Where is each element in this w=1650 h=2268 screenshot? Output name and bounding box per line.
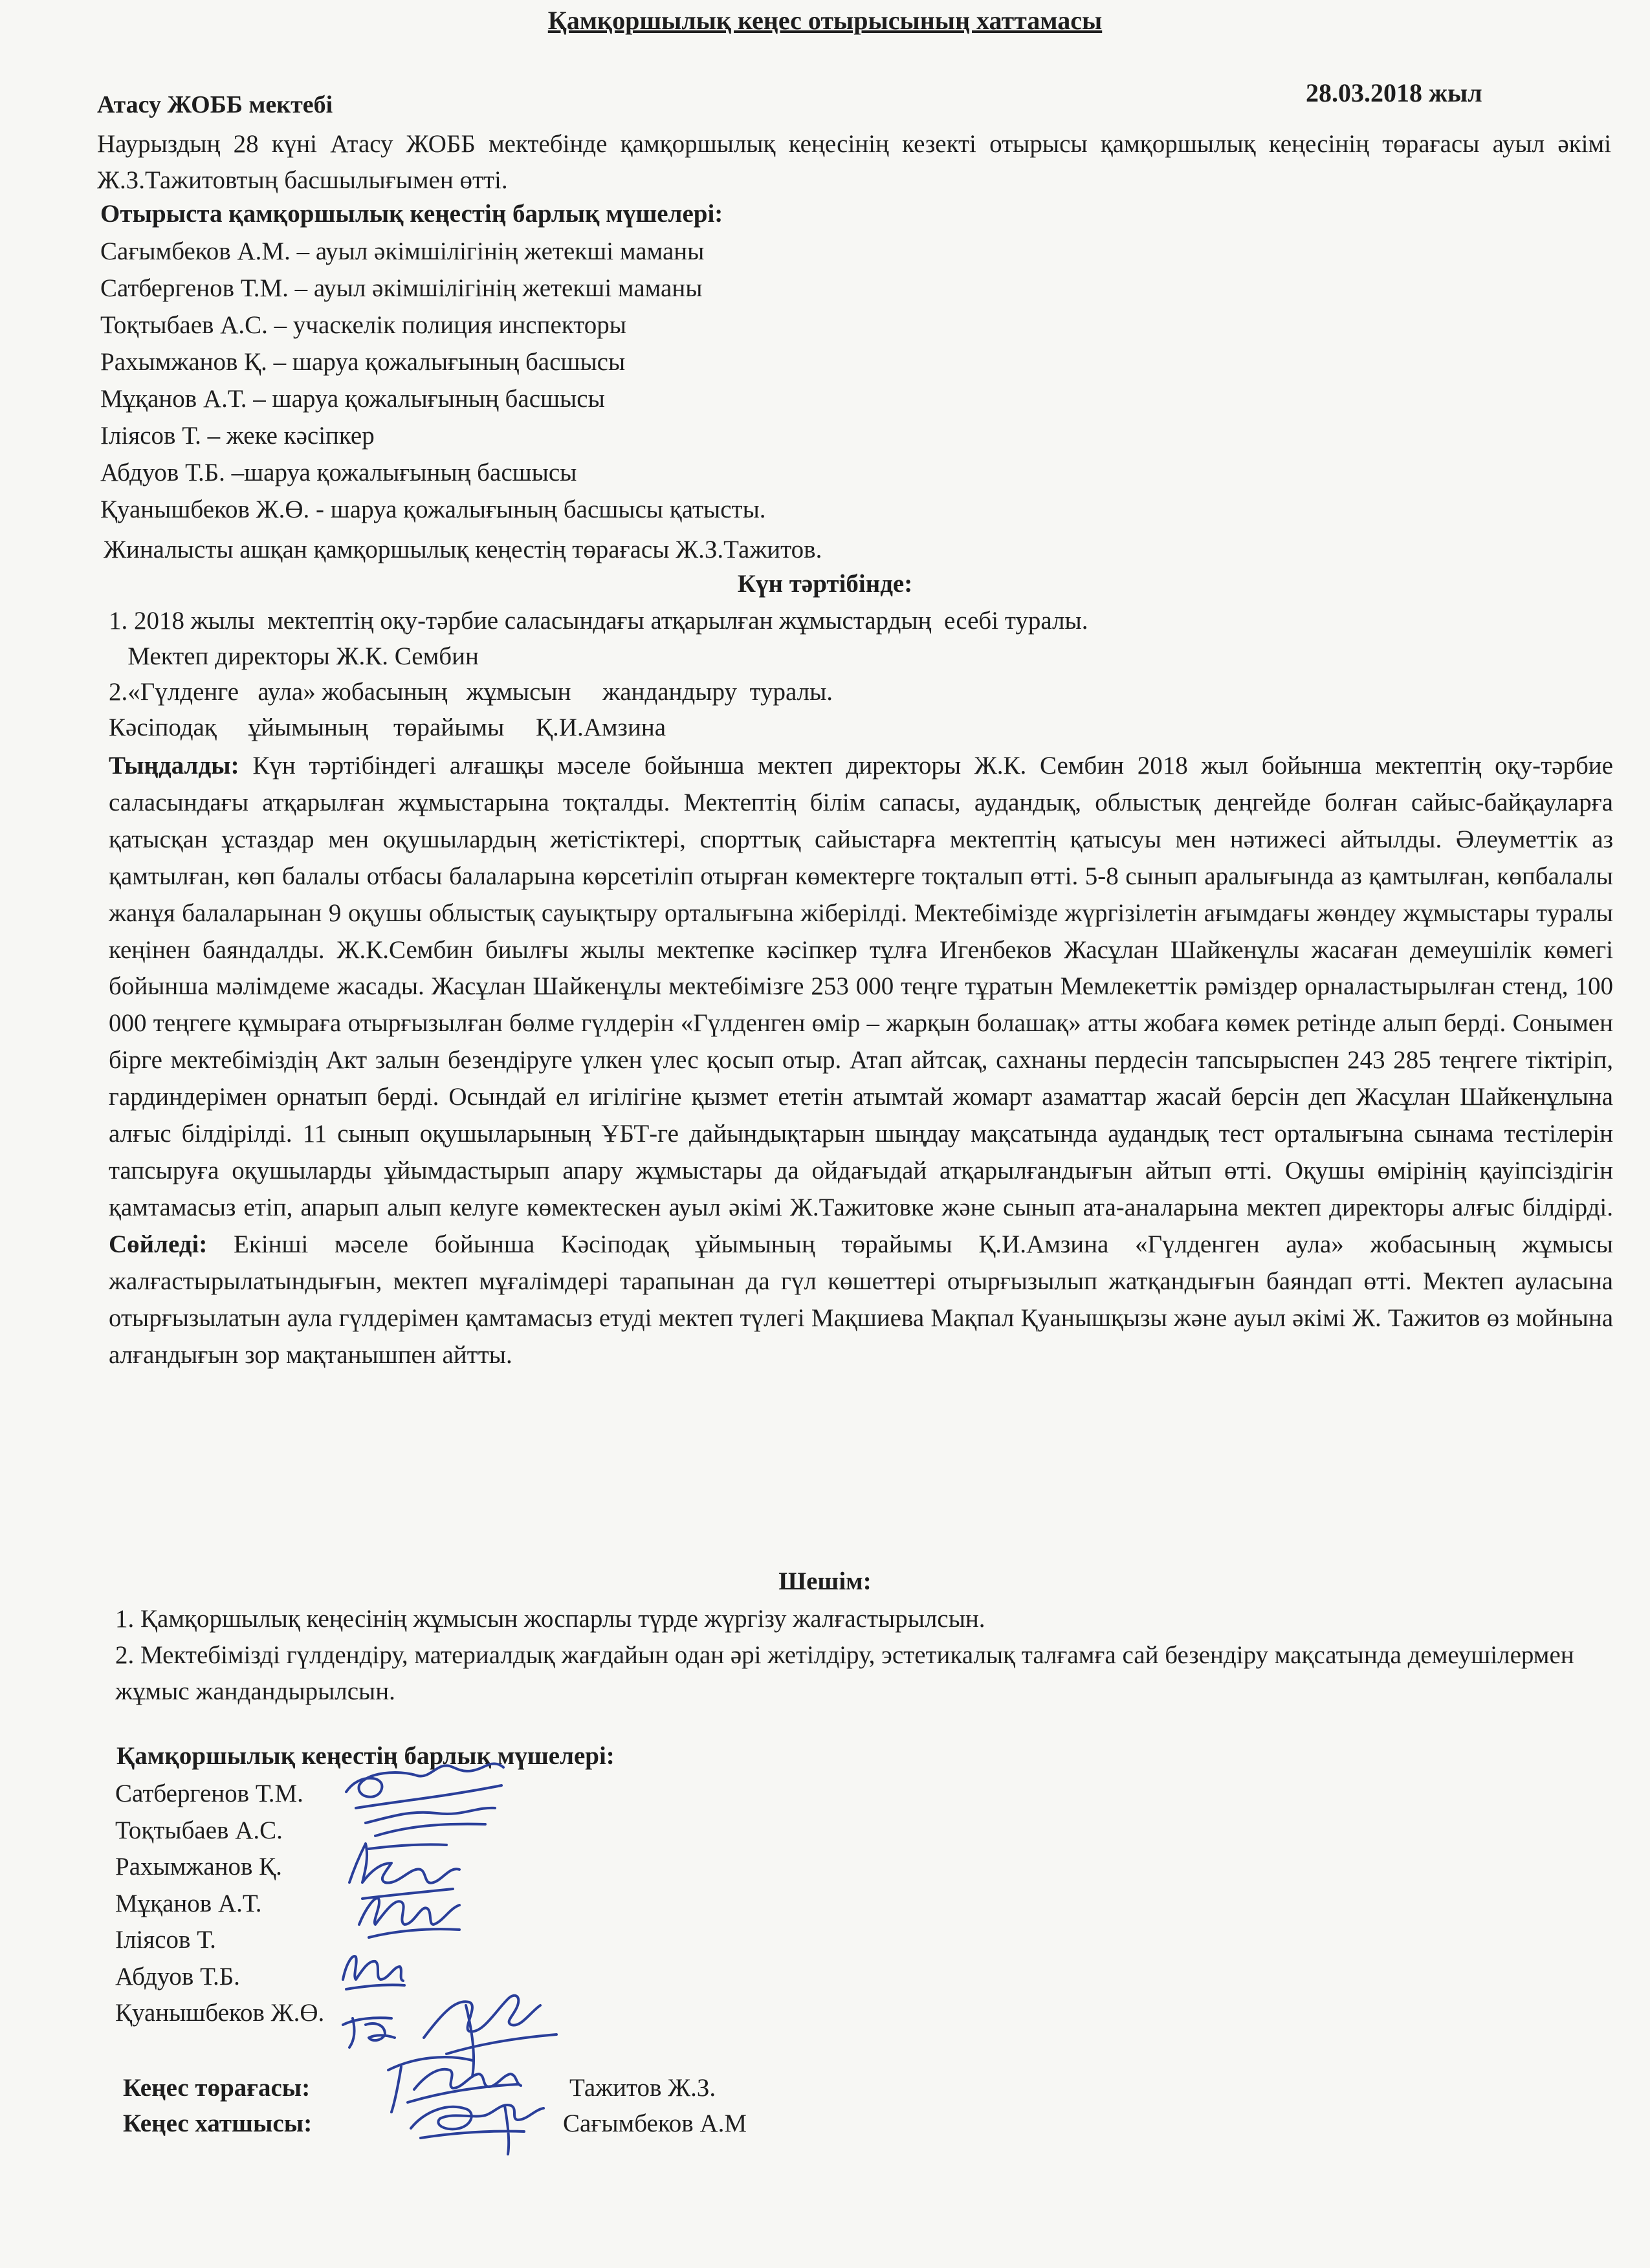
agenda-heading: Күн тәртібінде: <box>737 570 913 598</box>
signature-name: Сатбергенов Т.М. <box>115 1780 303 1807</box>
member-item: Қуанышбеков Ж.Ө. - шаруа қожалығының басшысы қатысты. <box>100 496 766 523</box>
members-list <box>100 233 766 528</box>
signature-6 <box>343 2018 395 2047</box>
spoke-label: Сөйледі: <box>109 1230 208 1258</box>
agenda-list <box>109 603 1088 745</box>
signature-name: Қуанышбеков Ж.Ө. <box>115 1999 325 2027</box>
member-item: Мұқанов А.Т. – шаруа қожалығының басшысы <box>100 385 605 413</box>
member-item: Сатбергенов Т.М. – ауыл әкімшілігінің жетекші маманы <box>100 274 703 302</box>
member-item: Рахымжанов Қ. – шаруа қожалығының басшысы <box>100 348 626 376</box>
signature-3 <box>349 1844 459 1899</box>
signature-5 <box>343 1956 404 1989</box>
intro-paragraph: Наурыздың 28 күні Атасу ЖОББ мектебінде қамқоршылық кеңесінің кезекті отырысы қамқоршылық кеңесінің төрағасы ауыл әкімі Ж.З.Тажитовтың басшылығымен өтті. <box>97 130 1611 194</box>
agenda-item: Мектеп директоры Ж.К. Сембин <box>109 642 479 670</box>
decision-heading: Шешім: <box>778 1567 872 1595</box>
chair-label: Кеңес төрағасы: <box>123 2074 311 2102</box>
secretary-label: Кеңес хатшысы: <box>123 2110 313 2137</box>
signature-7 <box>424 1996 556 2077</box>
document-title: Қамқоршылық кеңес отырысының хаттамасы <box>547 6 1103 35</box>
member-item: Абдуов Т.Б. –шаруа қожалығының басшысы <box>100 459 577 486</box>
agenda-item: Кәсіподақ ұйымының төрайымы Қ.И.Амзина <box>109 714 666 741</box>
minutes-body <box>109 748 1613 1373</box>
member-item: Тоқтыбаев А.С. – учаскелік полиция инспекторы <box>100 311 626 339</box>
heard-text: Күн тәртібіндегі алғашқы мәселе бойынша мектеп директоры Ж.К. Сембин 2018 жыл бойынша мектептің оқу-тәрбие саласындағы атқарылған жұмыстарына тоқталды. Мектептің білім сапасы, аудандық, облыстық деңгейде болған сайыс-байқауларға қатысқан ұстаздар мен оқушылардың жетістіктері, спорттық сайыстарға мектептің қатысуы мен нәтижесі айтылды. Әлеуметтік аз қамтылған, көп балалы отбасы балаларына көрсетіліп отырған көмектерге тоқталып өтті. 5-8 сынып аралығында аз қамтылған, көпбалалы жанұя балаларынан 9 оқушы облыстық сауықтыру орталығына жіберілді. Мектебімізде жүргізілетін ағымдағы жөндеу жұмыстары туралы кеңінен баяндалды. Ж.К.Сембин биылғы жылы мектепке кәсіпкер тұлға Игенбеков Жасұлан Шайкенұлы жасаған демеушілік көмегі бойынша мәлімдеме жасады. Жасұлан Шайкенұлы мектебімізге 253 000 теңге тұратын Мемлекеттік рәміздер орналастырылған стенд, 100 000 теңгеге құмыраға отырғызылған бөлме гүлдерін «Гүлденген өмір – жарқын болашақ» атты жобаға көмек ретінде алып берді. Сонымен бірге мектебіміздің Акт залын безендіруге үлкен үлес қосып отыр. Атап айтсақ, сахнаны пердесін тапсырыспен 243 285 теңгеге тіктіріп, гардиндерімен орнатып берді. Осындай ел игілігіне қызмет ететін атымтай жомарт азаматтар жасай берсін деп Жасұлан Шайкенұлына алғыс білдірілді. 11 сынып оқушыларының ҰБТ-ге дайындықтарын шыңдау мақсатында аудандық тест орталығына сынама тестілерін тапсыруға оқушыларды ұйымдастырып апару жұмыстары да ойдағыдай атқарылғандығын айтып өтті. Оқушы өмірінің қауіпсіздігін қамтамасыз етіп, апарып алып келуге көмектескен ауыл әкімі Ж.Тажитовке және сынып ата-аналарына мектеп директоры алғыс білдірді. <box>109 752 1613 1221</box>
signature-name: Рахымжанов Қ. <box>115 1853 282 1881</box>
decisions-list <box>115 1601 1613 1710</box>
signature-4 <box>359 1898 459 1937</box>
signature-name: Мұқанов А.Т. <box>115 1889 262 1917</box>
signature-chair <box>388 2057 521 2112</box>
decision-item: 1. Қамқоршылық кеңесінің жұмысын жоспарлы түрде жүргізу жалғастырылсын. <box>115 1605 985 1633</box>
members-heading: Отырыста қамқоршылық кеңестің барлық мүшелері: <box>100 200 723 228</box>
signature-names-list <box>115 1776 324 2032</box>
decision-item: 2. Мектебімізді гүлдендіру, материалдық жағдайын одан әрі жетілдіру, эстетикалық талғамға сай безендіру мақсатында демеушілермен жұмыс жандандырылсын. <box>115 1641 1574 1705</box>
school-name: Атасу ЖОББ мектебі <box>97 91 333 118</box>
member-item: Іліясов Т. – жеке кәсіпкер <box>100 422 375 450</box>
signature-2 <box>366 1808 495 1849</box>
meeting-led-line: Жиналысты ашқан қамқоршылық кеңестің төрағасы Ж.З.Тажитов. <box>104 536 822 563</box>
document-date: 28.03.2018 жыл <box>1306 78 1482 107</box>
signature-name: Тоқтыбаев А.С. <box>115 1816 283 1844</box>
member-item: Сағымбеков А.М. – ауыл әкімшілігінің жетекші маманы <box>100 237 705 265</box>
agenda-item: 1. 2018 жылы мектептің оқу-тәрбие саласындағы атқарылған жұмыстардың есебі туралы. <box>109 607 1088 635</box>
secretary-name: Сағымбеков А.М <box>563 2110 747 2137</box>
signature-secretary <box>411 2105 544 2154</box>
agenda-item: 2.«Гүлденге аула» жобасының жұмысын жандандыру туралы. <box>109 678 833 706</box>
heard-label: Тыңдалды: <box>109 752 239 780</box>
signature-name: Іліясов Т. <box>115 1926 216 1954</box>
chair-name: Тажитов Ж.З. <box>569 2074 716 2102</box>
signature-name: Абдуов Т.Б. <box>115 1962 240 1990</box>
signatures-heading: Қамқоршылық кеңестің барлық мүшелері: <box>116 1742 615 1770</box>
spoke-text: Екінші мәселе бойынша Кәсіподақ ұйымының төрайымы Қ.И.Амзина «Гүлденген аула» жобасының жұмысы жалғастырылатындығын, мектеп мұғалімдері тарапынан да гүл көшеттері отырғызылып жатқандығын баяндап өтті. Мектеп ауласына отырғызылатын аула гүлдерімен қамтамасыз етуді мектеп түлегі Мақшиева Мақпал Қуанышқызы және ауыл әкімі Ж. Тажитов өз мойнына алғандығын зор мақтанышпен айтты. <box>109 1230 1614 1369</box>
